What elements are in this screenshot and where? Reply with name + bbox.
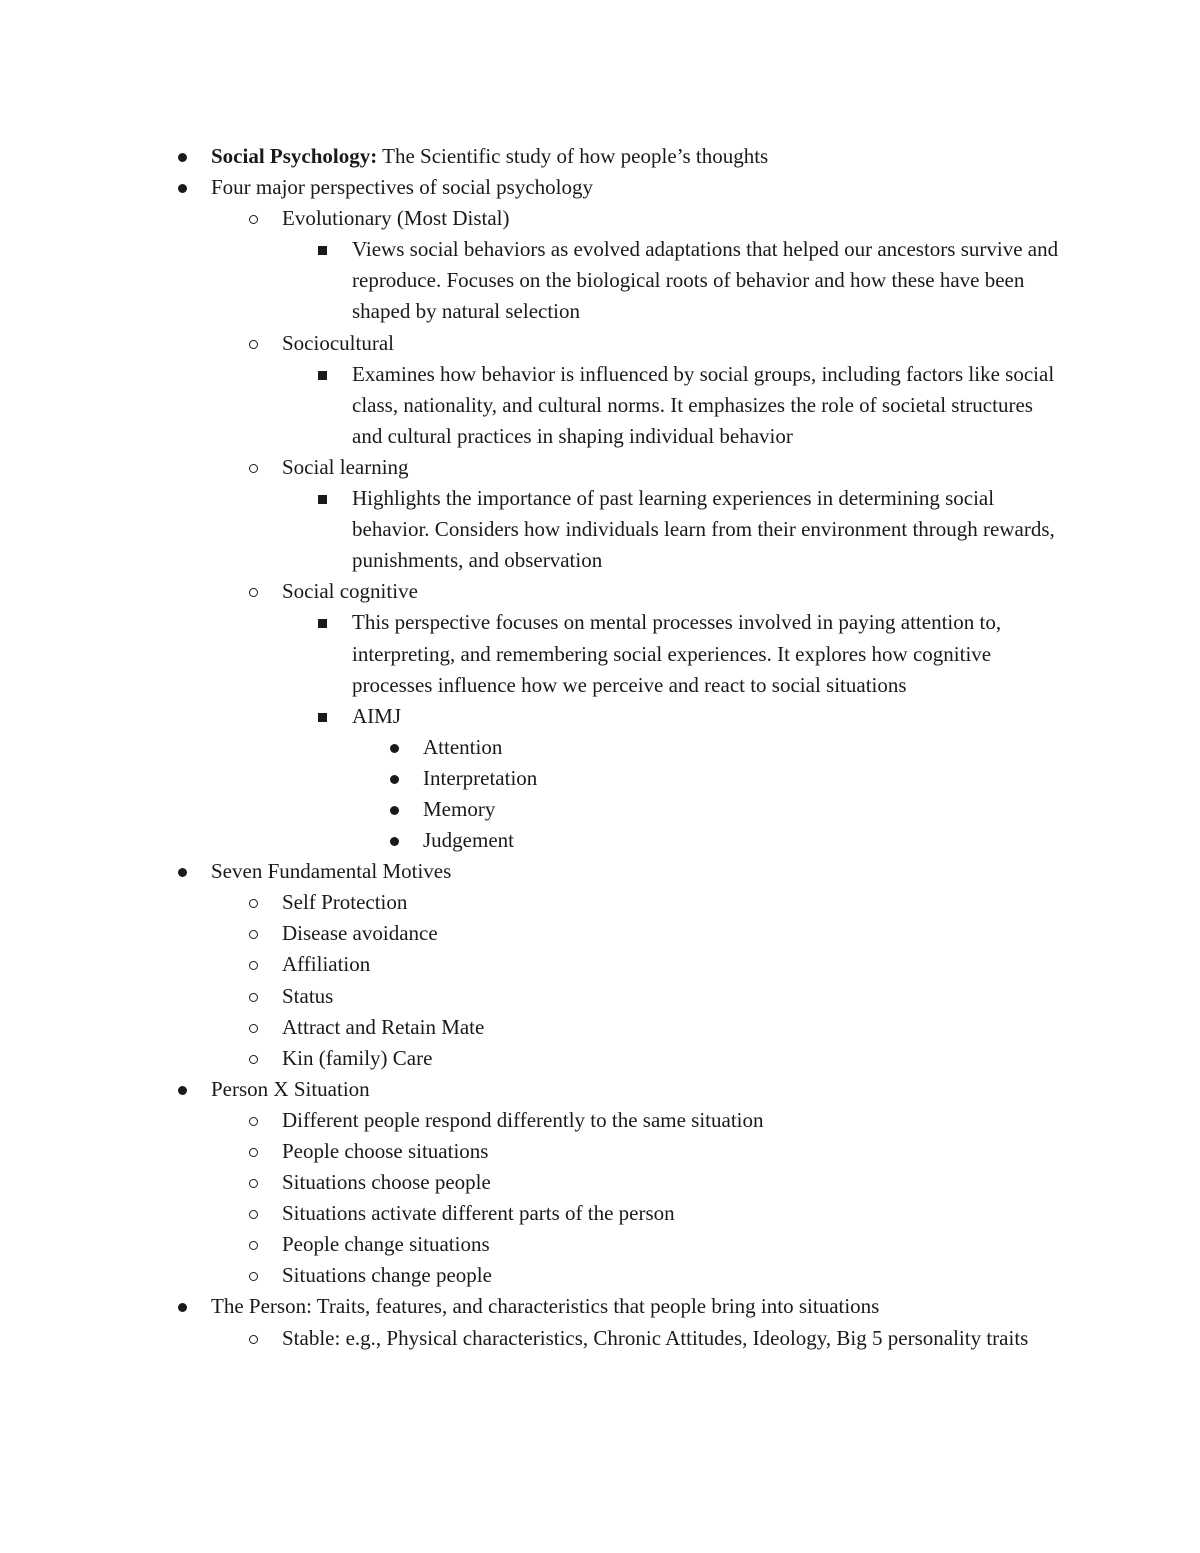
- filled-circle-bullet-icon: [178, 1291, 187, 1322]
- hollow-circle-bullet-icon: [249, 981, 258, 1012]
- list-item-text: [211, 141, 1111, 172]
- list-item-text: [352, 483, 1062, 576]
- list-item-label: The Person: Traits, features, and characteristics that people bring into situations: [211, 1294, 880, 1319]
- list-item: [0, 1229, 1200, 1260]
- list-item-text: [282, 576, 1082, 607]
- list-item-text: [282, 1323, 1082, 1354]
- list-item: [0, 172, 1200, 203]
- list-item: [0, 203, 1200, 234]
- list-item-label: Status: [282, 983, 334, 1008]
- list-item-text: [282, 1198, 1082, 1229]
- list-item-label: Affiliation: [282, 952, 371, 977]
- list-item-label: Interpretation: [423, 765, 538, 790]
- filled-circle-bullet-icon: [178, 141, 187, 172]
- list-item-label: Attract and Retain Mate: [282, 1014, 485, 1039]
- list-item-label: Attention: [423, 734, 503, 759]
- hollow-circle-bullet-icon: [249, 1260, 258, 1291]
- list-item-label: Evolutionary (Most Distal): [282, 206, 510, 231]
- list-item: [0, 1167, 1200, 1198]
- list-item-text: [352, 701, 1062, 732]
- list-item-label: AIMJ: [352, 703, 402, 728]
- list-item: [0, 1105, 1200, 1136]
- list-item-label: Highlights the importance of past learning experiences in determining social behavior. Considers how individuals learn from their environment through rewards, punishments, and observation: [352, 486, 1055, 573]
- filled-circle-bullet-icon: [390, 732, 399, 763]
- list-item: [0, 1260, 1200, 1291]
- list-item: [0, 1043, 1200, 1074]
- list-item-label: The Scientific study of how people’s thoughts: [377, 144, 769, 168]
- list-item: [0, 1074, 1200, 1105]
- square-bullet-icon: [318, 359, 327, 390]
- list-item-text: [211, 856, 1111, 887]
- list-item-text: [211, 1074, 1111, 1105]
- square-bullet-icon: [318, 607, 327, 638]
- list-item-label: Social cognitive: [282, 579, 418, 604]
- hollow-circle-bullet-icon: [249, 1167, 258, 1198]
- list-item: [0, 483, 1200, 576]
- square-bullet-icon: [318, 701, 327, 732]
- list-item-text: [282, 887, 1082, 918]
- filled-circle-bullet-icon: [178, 172, 187, 203]
- list-item: [0, 607, 1200, 700]
- list-item-label: Social learning: [282, 454, 409, 479]
- list-item-label: Disease avoidance: [282, 921, 438, 946]
- list-item: [0, 576, 1200, 607]
- list-item-text: [352, 607, 1062, 700]
- list-item-text: [352, 234, 1062, 327]
- list-item-text: [282, 1167, 1082, 1198]
- list-item-label: Memory: [423, 796, 496, 821]
- term-label: Social Psychology:: [211, 144, 378, 168]
- list-item: [0, 732, 1200, 763]
- list-item-text: [282, 1229, 1082, 1260]
- list-item: [0, 234, 1200, 327]
- hollow-circle-bullet-icon: [249, 328, 258, 359]
- list-item-text: [282, 918, 1082, 949]
- list-item-text: [423, 794, 1063, 825]
- hollow-circle-bullet-icon: [249, 452, 258, 483]
- list-item-text: [352, 359, 1062, 452]
- list-item-text: [211, 172, 1111, 203]
- list-item-label: Person X Situation: [211, 1076, 370, 1101]
- list-item: [0, 949, 1200, 980]
- list-item-text: [282, 981, 1082, 1012]
- list-item-text: [282, 1105, 1082, 1136]
- list-item-label: Examines how behavior is influenced by social groups, including factors like social class, nationality, and cultural norms. It emphasizes the role of societal structures and cultural practices in shaping individual behavior: [352, 361, 1055, 448]
- list-item-label: Sociocultural: [282, 330, 394, 355]
- square-bullet-icon: [318, 483, 327, 514]
- list-item-label: Situations choose people: [282, 1170, 491, 1195]
- list-item-label: Views social behaviors as evolved adaptations that helped our ancestors survive and reproduce. Focuses on the biological roots of behavior and how these have been shaped by natural selection: [352, 237, 1059, 324]
- filled-circle-bullet-icon: [390, 763, 399, 794]
- list-item-text: [282, 1260, 1082, 1291]
- filled-circle-bullet-icon: [390, 825, 399, 856]
- list-item: [0, 328, 1200, 359]
- hollow-circle-bullet-icon: [249, 918, 258, 949]
- hollow-circle-bullet-icon: [249, 1012, 258, 1043]
- list-item-text: [282, 203, 1082, 234]
- hollow-circle-bullet-icon: [249, 1323, 258, 1354]
- list-item: [0, 141, 1200, 172]
- list-item: [0, 452, 1200, 483]
- hollow-circle-bullet-icon: [249, 1198, 258, 1229]
- hollow-circle-bullet-icon: [249, 1136, 258, 1167]
- list-item-label: Kin (family) Care: [282, 1045, 433, 1070]
- hollow-circle-bullet-icon: [249, 949, 258, 980]
- list-item: [0, 1198, 1200, 1229]
- list-item: [0, 856, 1200, 887]
- filled-circle-bullet-icon: [178, 856, 187, 887]
- list-item-label: Stable: e.g., Physical characteristics, Chronic Attitudes, Ideology, Big 5 personality traits: [282, 1325, 1029, 1350]
- list-item: [0, 1136, 1200, 1167]
- hollow-circle-bullet-icon: [249, 576, 258, 607]
- list-item: [0, 918, 1200, 949]
- list-item-text: [423, 763, 1063, 794]
- list-item: [0, 887, 1200, 918]
- list-item: [0, 1323, 1200, 1354]
- list-item-text: [282, 452, 1082, 483]
- list-item-label: Seven Fundamental Motives: [211, 859, 452, 884]
- list-item-label: Four major perspectives of social psychology: [211, 175, 593, 200]
- filled-circle-bullet-icon: [178, 1074, 187, 1105]
- list-item-label: This perspective focuses on mental processes involved in paying attention to, interpreting, and remembering social experiences. It explores how cognitive processes influence how we perceive and react to social situations: [352, 610, 1002, 697]
- list-item: [0, 825, 1200, 856]
- list-item: [0, 794, 1200, 825]
- list-item-text: [423, 732, 1063, 763]
- list-item: [0, 763, 1200, 794]
- list-item: [0, 981, 1200, 1012]
- list-item-text: [282, 949, 1082, 980]
- list-item-label: Situations change people: [282, 1263, 492, 1288]
- list-item-label: People change situations: [282, 1232, 490, 1257]
- notes-outline: [0, 141, 1200, 1354]
- filled-circle-bullet-icon: [390, 794, 399, 825]
- list-item-text: [211, 1291, 1111, 1322]
- list-item-label: Different people respond differently to the same situation: [282, 1107, 764, 1132]
- hollow-circle-bullet-icon: [249, 1043, 258, 1074]
- list-item: [0, 359, 1200, 452]
- list-item-text: [282, 1136, 1082, 1167]
- list-item-text: [282, 1043, 1082, 1074]
- list-item-text: [423, 825, 1063, 856]
- list-item: [0, 1291, 1200, 1322]
- list-item-label: People choose situations: [282, 1139, 489, 1163]
- list-item-label: Judgement: [423, 828, 514, 853]
- hollow-circle-bullet-icon: [249, 1105, 258, 1136]
- hollow-circle-bullet-icon: [249, 887, 258, 918]
- list-item-text: [282, 1012, 1082, 1043]
- list-item-label: Self Protection: [282, 890, 408, 915]
- list-item: [0, 701, 1200, 732]
- hollow-circle-bullet-icon: [249, 1229, 258, 1260]
- list-item-label: Situations activate different parts of the person: [282, 1201, 675, 1226]
- list-item-text: [282, 328, 1082, 359]
- square-bullet-icon: [318, 234, 327, 265]
- list-item: [0, 1012, 1200, 1043]
- hollow-circle-bullet-icon: [249, 203, 258, 234]
